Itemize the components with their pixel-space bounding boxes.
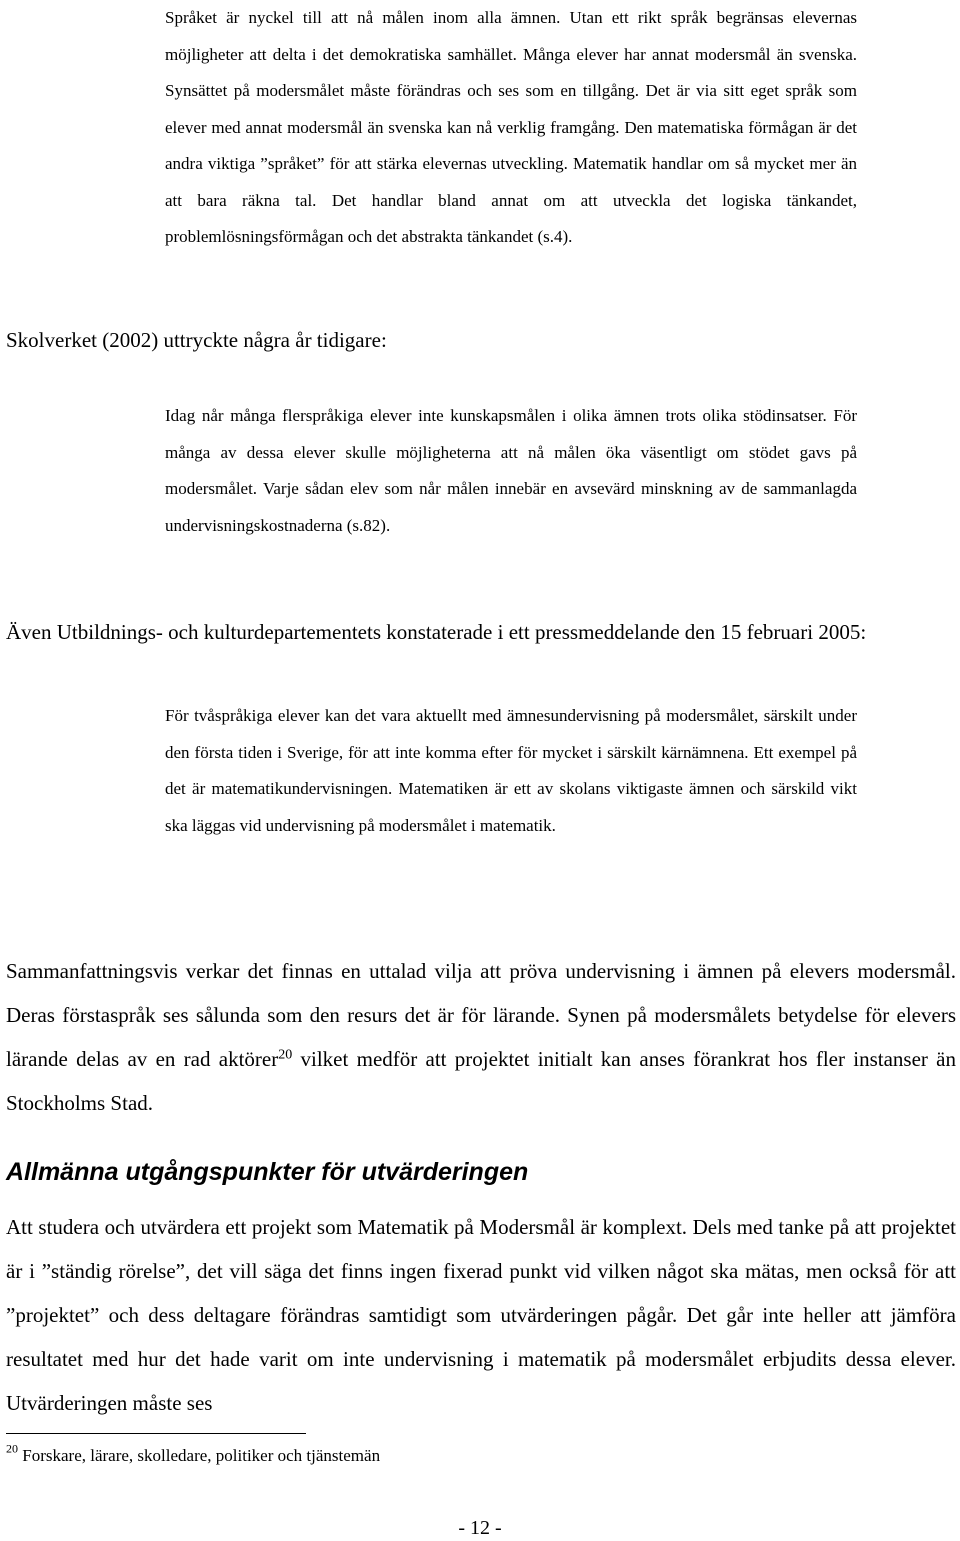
footnote-divider [6,1433,306,1434]
quote-block-1: Språket är nyckel till att nå målen inom alla ämnen. Utan ett rikt språk begränsas elevernas möjligheter att delta i det demokratiska samhället. Många elever har annat modersmål än svenska. Synsättet på modersmålet måste förändras och ses som en tillgång. Det är via sitt eget språk som elever med annat modersmål än svenska kan nå verklig framgång. Den matematiska förmågan är det andra viktiga ”språket” för att stärka elevernas utveckling. Matematik handlar om så mycket mer än att bara räkna tal. Det handlar bland annat om att utveckla det logiska tänkandet, problemlösningsförmågan och det abstrakta tänkandet (s.4). [165,8,857,246]
page-number: - 12 - [458,1517,502,1539]
footnote-text: Forskare, lärare, skolledare, politiker och tjänstemän [18,1446,381,1465]
paragraph-summary [6,949,956,1125]
quote-block-3: För tvåspråkiga elever kan det vara aktuellt med ämnesundervisning på modersmålet, särskilt under den första tiden i Sverige, för att inte komma efter för mycket i särskilt kärnämnena. Ett exempel på det är matematikundervisningen. Matematiken är ett av skolans viktigaste ämnen och särskild vikt ska läggas vid undervisning på modersmålet i matematik. [165,706,857,835]
footnote [6,1441,381,1468]
section-heading: Allmänna utgångspunkter för utvärderingen [6,1158,529,1186]
paragraph-utbildningsdepartementet-intro: Även Utbildnings- och kulturdepartementets konstaterade i ett pressmeddelande den 15 februari 2005: [6,620,867,644]
paragraph-evaluation-intro: Att studera och utvärdera ett projekt som Matematik på Modersmål är komplext. Dels med tanke på att projektet är i ”ständig rörelse”, det vill säga det finns ingen fixerad punkt vid vilken något ska mätas, men också för att ”projektet” och dess deltagare förändras samtidigt som utvärderingen pågår. Det går inte heller att jämföra resultatet med hur det hade varit om inte undervisning i matematik på modersmålet erbjudits dessa elever. Utvärderingen måste ses [6,1215,956,1415]
summary-text-before: Sammanfattningsvis verkar det finnas en uttalad vilja att pröva undervisning i ämnen på elevers modersmål. Deras förstaspråk ses sålunda som den resurs det är för lärande. Synen på modersmålets betydelse för elevers lärande delas av en rad aktörer [6,959,956,1071]
footnote-reference: 20 [278,1047,293,1063]
summary-text-after: vilket medför att projektet initialt kan anses förankrat hos fler instanser än Stockholms Stad. [6,1047,956,1115]
footnote-marker: 20 [6,1441,18,1456]
quote-block-2: Idag når många flerspråkiga elever inte kunskapsmålen i olika ämnen trots olika stödinsatser. För många av dessa elever skulle möjligheterna att nå målen öka väsentligt om stödet gavs på modersmålet. Varje sådan elev som når målen innebär en avsevärd minskning av de sammanlagda undervisningskostnaderna (s.82). [165,406,857,535]
paragraph-skolverket-intro: Skolverket (2002) uttryckte några år tidigare: [6,328,387,352]
